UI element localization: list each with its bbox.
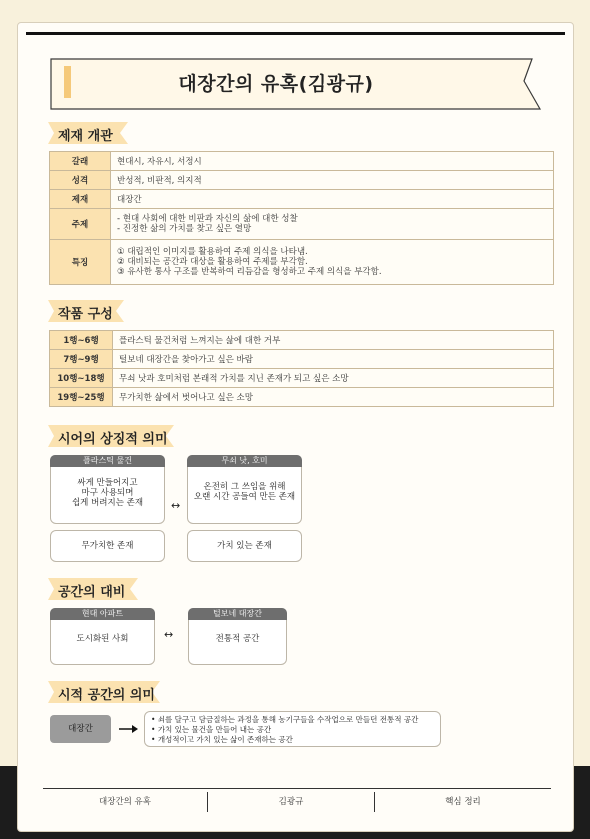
table-row: [50, 388, 554, 407]
row-value: 플라스틱 물건처럼 느껴지는 삶에 대한 거부: [113, 331, 554, 350]
section-title: 공간의 대비: [58, 585, 126, 600]
card-body: 전통적 공간: [215, 634, 260, 644]
contrast-arrow-icon: ↔: [164, 628, 174, 641]
row-key: 주제: [50, 209, 111, 240]
table-row: [50, 240, 554, 285]
row-value: 무쇠 낫과 호미처럼 본래적 가치를 지닌 존재가 되고 싶은 소망: [113, 369, 554, 388]
card-header: 플라스틱 물건: [50, 455, 165, 467]
footer: [43, 788, 551, 813]
study-sheet: [17, 22, 574, 832]
list-item: • 가치 있는 물건을 만들어 내는 공간: [151, 725, 272, 734]
row-value: 현대시, 자유시, 서정시: [111, 152, 554, 171]
theme-line: - 진정한 삶의 가치를 찾고 싶은 열망: [117, 224, 252, 234]
feature-line: ① 대립적인 이미지를 활용하여 주제 의식을 나타냄.: [117, 247, 308, 257]
row-value: 무가치한 삶에서 벗어나고 싶은 소망: [113, 388, 554, 407]
section-title: 시어의 상징적 의미: [58, 432, 168, 447]
space-card-apartment: [50, 608, 155, 665]
table-row: [50, 171, 554, 190]
footer-author: 김광규: [278, 797, 304, 807]
top-rule: [26, 32, 565, 35]
card-body: 도시화된 사회: [76, 634, 129, 644]
row-value: 털보네 대장간을 찾아가고 싶은 바람: [113, 350, 554, 369]
row-value: 반성적, 비판적, 의지적: [111, 171, 554, 190]
space-card-smithy: [188, 608, 287, 665]
table-row: [50, 152, 554, 171]
result-valuable: 가치 있는 존재: [187, 530, 302, 562]
row-value: [111, 240, 554, 285]
row-key: 19행~25행: [50, 388, 113, 407]
section-title: 시적 공간의 의미: [58, 688, 155, 703]
row-value: 대장간: [111, 190, 554, 209]
table-row: [50, 209, 554, 240]
overview-table: [49, 151, 554, 285]
row-key: 특징: [50, 240, 111, 285]
feature-line: ③ 유사한 통사 구조를 반복하여 리듬감을 형성하고 주제 의식을 부각함.: [117, 267, 382, 277]
card-body: 온전히 그 쓰임을 위해 오랜 시간 공들여 만든 존재: [193, 482, 296, 502]
feature-line: ② 대비되는 공간과 대상을 활용하여 주제를 부각함.: [117, 257, 308, 267]
section-title: 제재 개관: [58, 129, 113, 144]
page-title: 대장간의 유혹(김광규): [178, 73, 374, 95]
theme-line: - 현대 사회에 대한 비판과 자신의 삶에 대한 성찰: [117, 214, 298, 224]
footer-label: 핵심 정리: [445, 797, 481, 807]
section-title: 작품 구성: [58, 307, 113, 322]
row-key: 갈래: [50, 152, 111, 171]
contrast-arrow-icon: ↔: [171, 499, 181, 512]
card-header: 무쇠 낫, 호미: [187, 455, 302, 467]
right-arrow-icon: [118, 723, 140, 735]
result-worthless: 무가치한 존재: [50, 530, 165, 562]
list-item: • 개성적이고 가치 있는 삶이 존재하는 공간: [151, 735, 293, 744]
table-row: [50, 369, 554, 388]
symbol-card-iron: [187, 455, 302, 524]
row-key: 7행~9행: [50, 350, 113, 369]
smithy-label: 대장간: [50, 715, 111, 743]
structure-table: [49, 330, 554, 407]
symbol-card-plastic: [50, 455, 165, 524]
card-header: 털보네 대장간: [188, 608, 287, 620]
row-key: 10행~18행: [50, 369, 113, 388]
footer-title: 대장간의 유혹: [99, 797, 151, 807]
title-banner: [50, 55, 542, 111]
row-key: 제재: [50, 190, 111, 209]
list-item: • 쇠를 달구고 담금질하는 과정을 통해 농기구들을 수작업으로 만들던 전통적 공간: [151, 715, 419, 724]
card-header: 현대 아파트: [50, 608, 155, 620]
row-key: 1행~6행: [50, 331, 113, 350]
table-row: [50, 331, 554, 350]
space-meaning-list: [144, 711, 441, 747]
row-value: [111, 209, 554, 240]
row-key: 성격: [50, 171, 111, 190]
table-row: [50, 350, 554, 369]
table-row: [50, 190, 554, 209]
card-body: 싸게 만들어지고 마구 사용되며 쉽게 버려지는 존재: [71, 478, 144, 508]
